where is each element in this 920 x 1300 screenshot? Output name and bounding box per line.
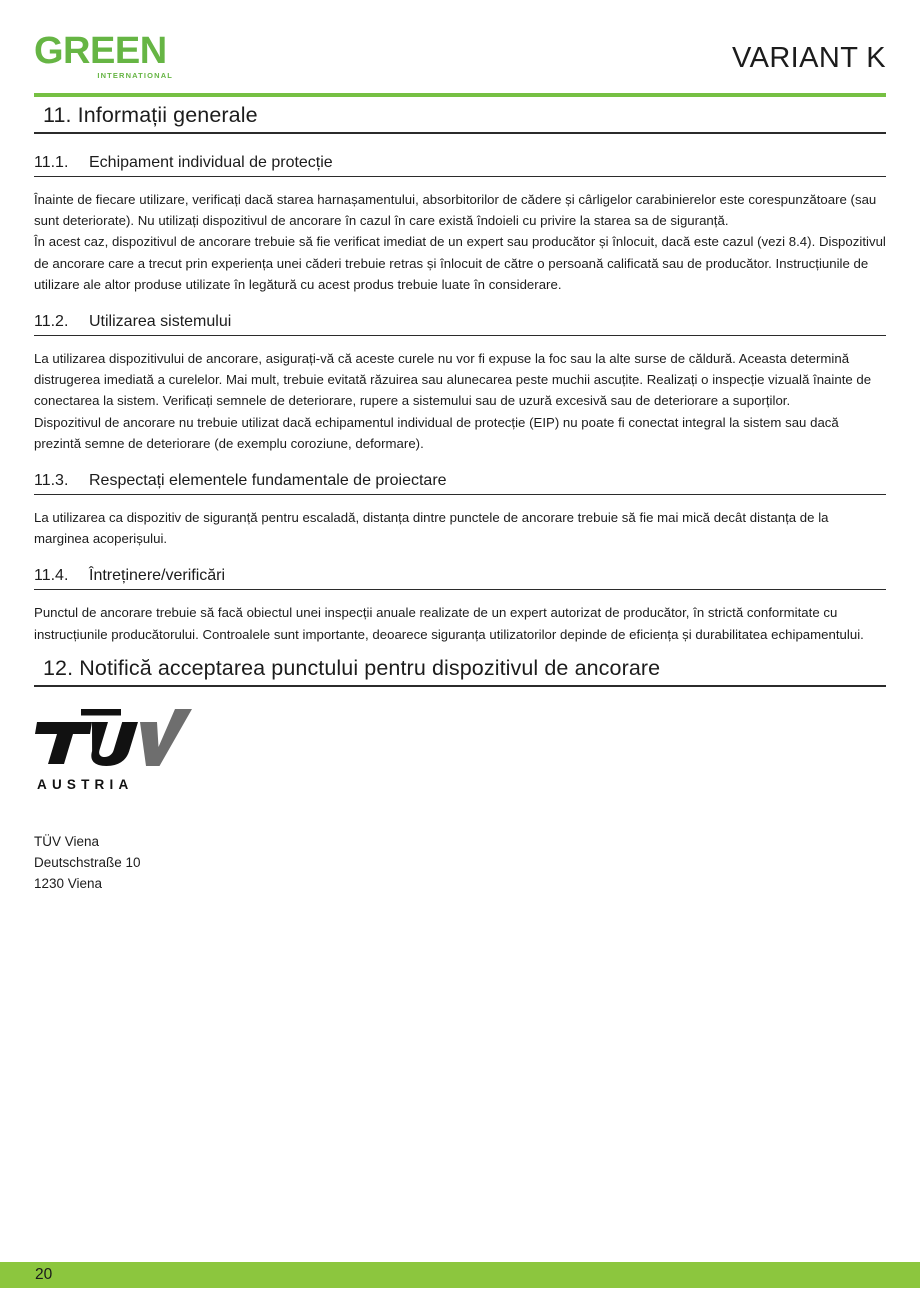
document-content xyxy=(34,102,886,894)
section-11-1-paragraph-1: Înainte de fiecare utilizare, verificați dacă starea harnașamentului, absorbitorilor de cădere și cârligelor carabinierelor este corespunzătoare (sau sunt deteriorate). Nu utilizați dispozitivul de ancorare în cazul în care există îndoieli cu privire la starea sa de siguranță. xyxy=(34,192,877,229)
section-11-heading: 11. Informații generale xyxy=(34,102,886,134)
section-11-3-heading xyxy=(34,471,886,495)
section-11-2-number: 11.2. xyxy=(34,313,69,331)
logo-subtitle: INTERNATIONAL xyxy=(97,71,173,80)
section-11-2-paragraph-2: Dispozitivul de ancorare nu trebuie utilizat dacă echipamentul individual de protecție (EIP) nu poate fi conectat integral la sistem sau dacă prezintă semne de deteriorare (de exemplu coroziune, deformare). xyxy=(34,414,839,451)
tuv-address-line-3: 1230 Viena xyxy=(34,875,103,891)
section-11-2-title: Utilizarea sistemului xyxy=(89,313,232,331)
tuv-address-line-2: Deutschstraße 10 xyxy=(34,854,141,870)
page-number: 20 xyxy=(35,1266,53,1283)
section-11-4-paragraph-1: Punctul de ancorare trebuie să facă obiectul unei inspecții anuale realizate de un expert autorizat de producător, în strictă conformitate cu instrucțiunile producătorului. Controalele sunt importante, deoarece siguranța utilizatorilor depinde de eficiența și durabilitatea echipamentului. xyxy=(34,605,864,642)
page-header xyxy=(34,30,886,92)
section-11-4-heading xyxy=(34,566,886,590)
section-11-1-paragraph-2: În acest caz, dispozitivul de ancorare trebuie să fie verificat imediat de un expert sau producător și înlocuit, dacă este cazul (vezi 8.4). Dispozitivul de ancorare care a trecut prin experiența unei căderi trebuie retras și înlocuit de către o persoană calificată sau de producător. Instrucțiunile de utilizare ale altor produse utilizate în legătură cu acest produs trebuie luate în considerare. xyxy=(34,234,886,292)
section-11-1-title: Echipament individual de protecție xyxy=(89,154,333,171)
tuv-address xyxy=(34,831,886,894)
tuv-austria-logo xyxy=(34,709,214,801)
section-11-4-number: 11.4. xyxy=(34,567,69,585)
header-green-rule xyxy=(34,93,886,97)
section-12-heading: 12. Notifică acceptarea punctului pentru dispozitivul de ancorare xyxy=(34,655,886,687)
tuv-austria-label: AUSTRIA xyxy=(37,776,134,792)
tuv-address-line-1: TÜV Viena xyxy=(34,833,100,849)
section-11-3-number: 11.3. xyxy=(34,472,69,490)
section-11-1-heading xyxy=(34,153,886,177)
tuv-logo-icon xyxy=(34,709,194,771)
variant-title: VARIANT K xyxy=(731,42,886,74)
section-11-4-title: Întreținere/verificări xyxy=(89,567,226,585)
section-11-2-heading xyxy=(34,312,886,336)
logo-wordmark: GREEN xyxy=(34,30,167,72)
page-footer-bar xyxy=(0,1262,920,1288)
green-international-logo xyxy=(34,32,234,80)
section-11-1-number: 11.1. xyxy=(34,154,69,171)
section-11-3-paragraph-1: La utilizarea ca dispozitiv de siguranță pentru escaladă, distanța dintre punctele de ancorare trebuie să fie mai mică decât distanța de la marginea acoperișului. xyxy=(34,510,829,547)
section-11-3-title: Respectați elementele fundamentale de proiectare xyxy=(89,472,447,490)
section-11-2-paragraph-1: La utilizarea dispozitivului de ancorare, asigurați-vă că aceste curele nu vor fi expuse la foc sau la alte surse de căldură. Aceasta determină distrugerea imediată a curelelor. Mai mult, trebuie evitată răzuirea sau alunecarea peste muchii ascuțite. Realizați o inspecție vizuală înainte de conectarea la sistem. Verificați semnele de deteriorare, rupere a sistemului sau de uzură excesivă sau de deteriorare a suporților. xyxy=(34,351,872,409)
